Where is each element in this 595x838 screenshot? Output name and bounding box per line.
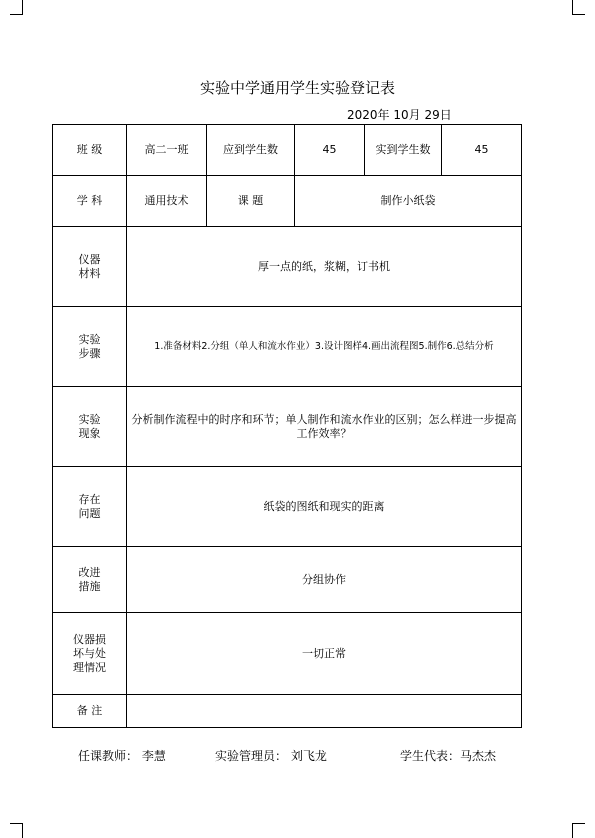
- crop-mark-bottom-right: [572, 823, 585, 838]
- topic-label: 课 题: [207, 176, 295, 227]
- topic-value: 制作小纸袋: [295, 176, 522, 227]
- steps-label-line-2: 步骤: [78, 346, 101, 360]
- steps-label: [53, 307, 127, 387]
- improvement-label-line-1: 改进: [78, 565, 101, 579]
- steps-label-line-1: 实验: [78, 332, 101, 346]
- subject-label: 学 科: [53, 176, 127, 227]
- table-row-improvement: [53, 547, 522, 613]
- remark-label: 备 注: [53, 695, 127, 728]
- problem-label-line-1: 存在: [78, 492, 101, 506]
- materials-label-line-2: 材料: [78, 266, 101, 280]
- actual-students-label: 实到学生数: [365, 125, 442, 176]
- materials-label-line-1: 仪器: [78, 252, 101, 266]
- expected-students-value: 45: [295, 125, 365, 176]
- table-row-damage: [53, 613, 522, 695]
- table-row-problem: [53, 467, 522, 547]
- damage-value: 一切正常: [127, 613, 522, 695]
- problem-value: 纸袋的图纸和现实的距离: [127, 467, 522, 547]
- damage-label-line-1: 仪器损: [73, 632, 106, 646]
- problem-label-line-2: 问题: [78, 506, 101, 520]
- damage-label-line-3: 理情况: [73, 660, 106, 674]
- crop-mark-top-right: [572, 0, 585, 15]
- document-title: 实验中学通用学生实验登记表: [199, 79, 395, 97]
- expected-students-label: 应到学生数: [207, 125, 295, 176]
- damage-label-line-2: 坏与处: [73, 646, 106, 660]
- document-date: 2020年 10月 29日: [347, 108, 452, 122]
- phenomenon-label-line-1: 实验: [78, 412, 101, 426]
- crop-mark-bottom-left: [10, 823, 23, 838]
- class-label: 班 级: [53, 125, 127, 176]
- materials-value: 厚一点的纸，浆糊，订书机: [127, 227, 522, 307]
- crop-mark-top-left: [10, 0, 23, 15]
- remark-value: [127, 695, 522, 728]
- phenomenon-value: 分析制作流程中的时序和环节；单人制作和流水作业的区别；怎么样进一步提高工作效率？: [127, 387, 522, 467]
- footer-manager: 实验管理员： 刘飞龙: [215, 749, 327, 763]
- actual-students-value: 45: [442, 125, 522, 176]
- registration-table: [52, 124, 522, 728]
- steps-value: 1.准备材料2.分组（单人和流水作业）3.设计图样4.画出流程图5.制作6.总结分析: [127, 307, 522, 387]
- footer-student: 学生代表：马杰杰: [400, 749, 497, 763]
- table-row-class: [53, 125, 522, 176]
- phenomenon-label: [53, 387, 127, 467]
- table-row-remark: [53, 695, 522, 728]
- improvement-label: [53, 547, 127, 613]
- problem-label: [53, 467, 127, 547]
- improvement-value: 分组协作: [127, 547, 522, 613]
- phenomenon-label-line-2: 现象: [78, 426, 101, 440]
- table-row-materials: [53, 227, 522, 307]
- table-row-subject: [53, 176, 522, 227]
- class-value: 高二一班: [127, 125, 207, 176]
- damage-label: [53, 613, 127, 695]
- table-row-steps: [53, 307, 522, 387]
- footer-teacher: 任课教师： 李慧: [78, 749, 166, 763]
- materials-label: [53, 227, 127, 307]
- subject-value: 通用技术: [127, 176, 207, 227]
- table-row-phenomenon: [53, 387, 522, 467]
- improvement-label-line-2: 措施: [78, 579, 101, 593]
